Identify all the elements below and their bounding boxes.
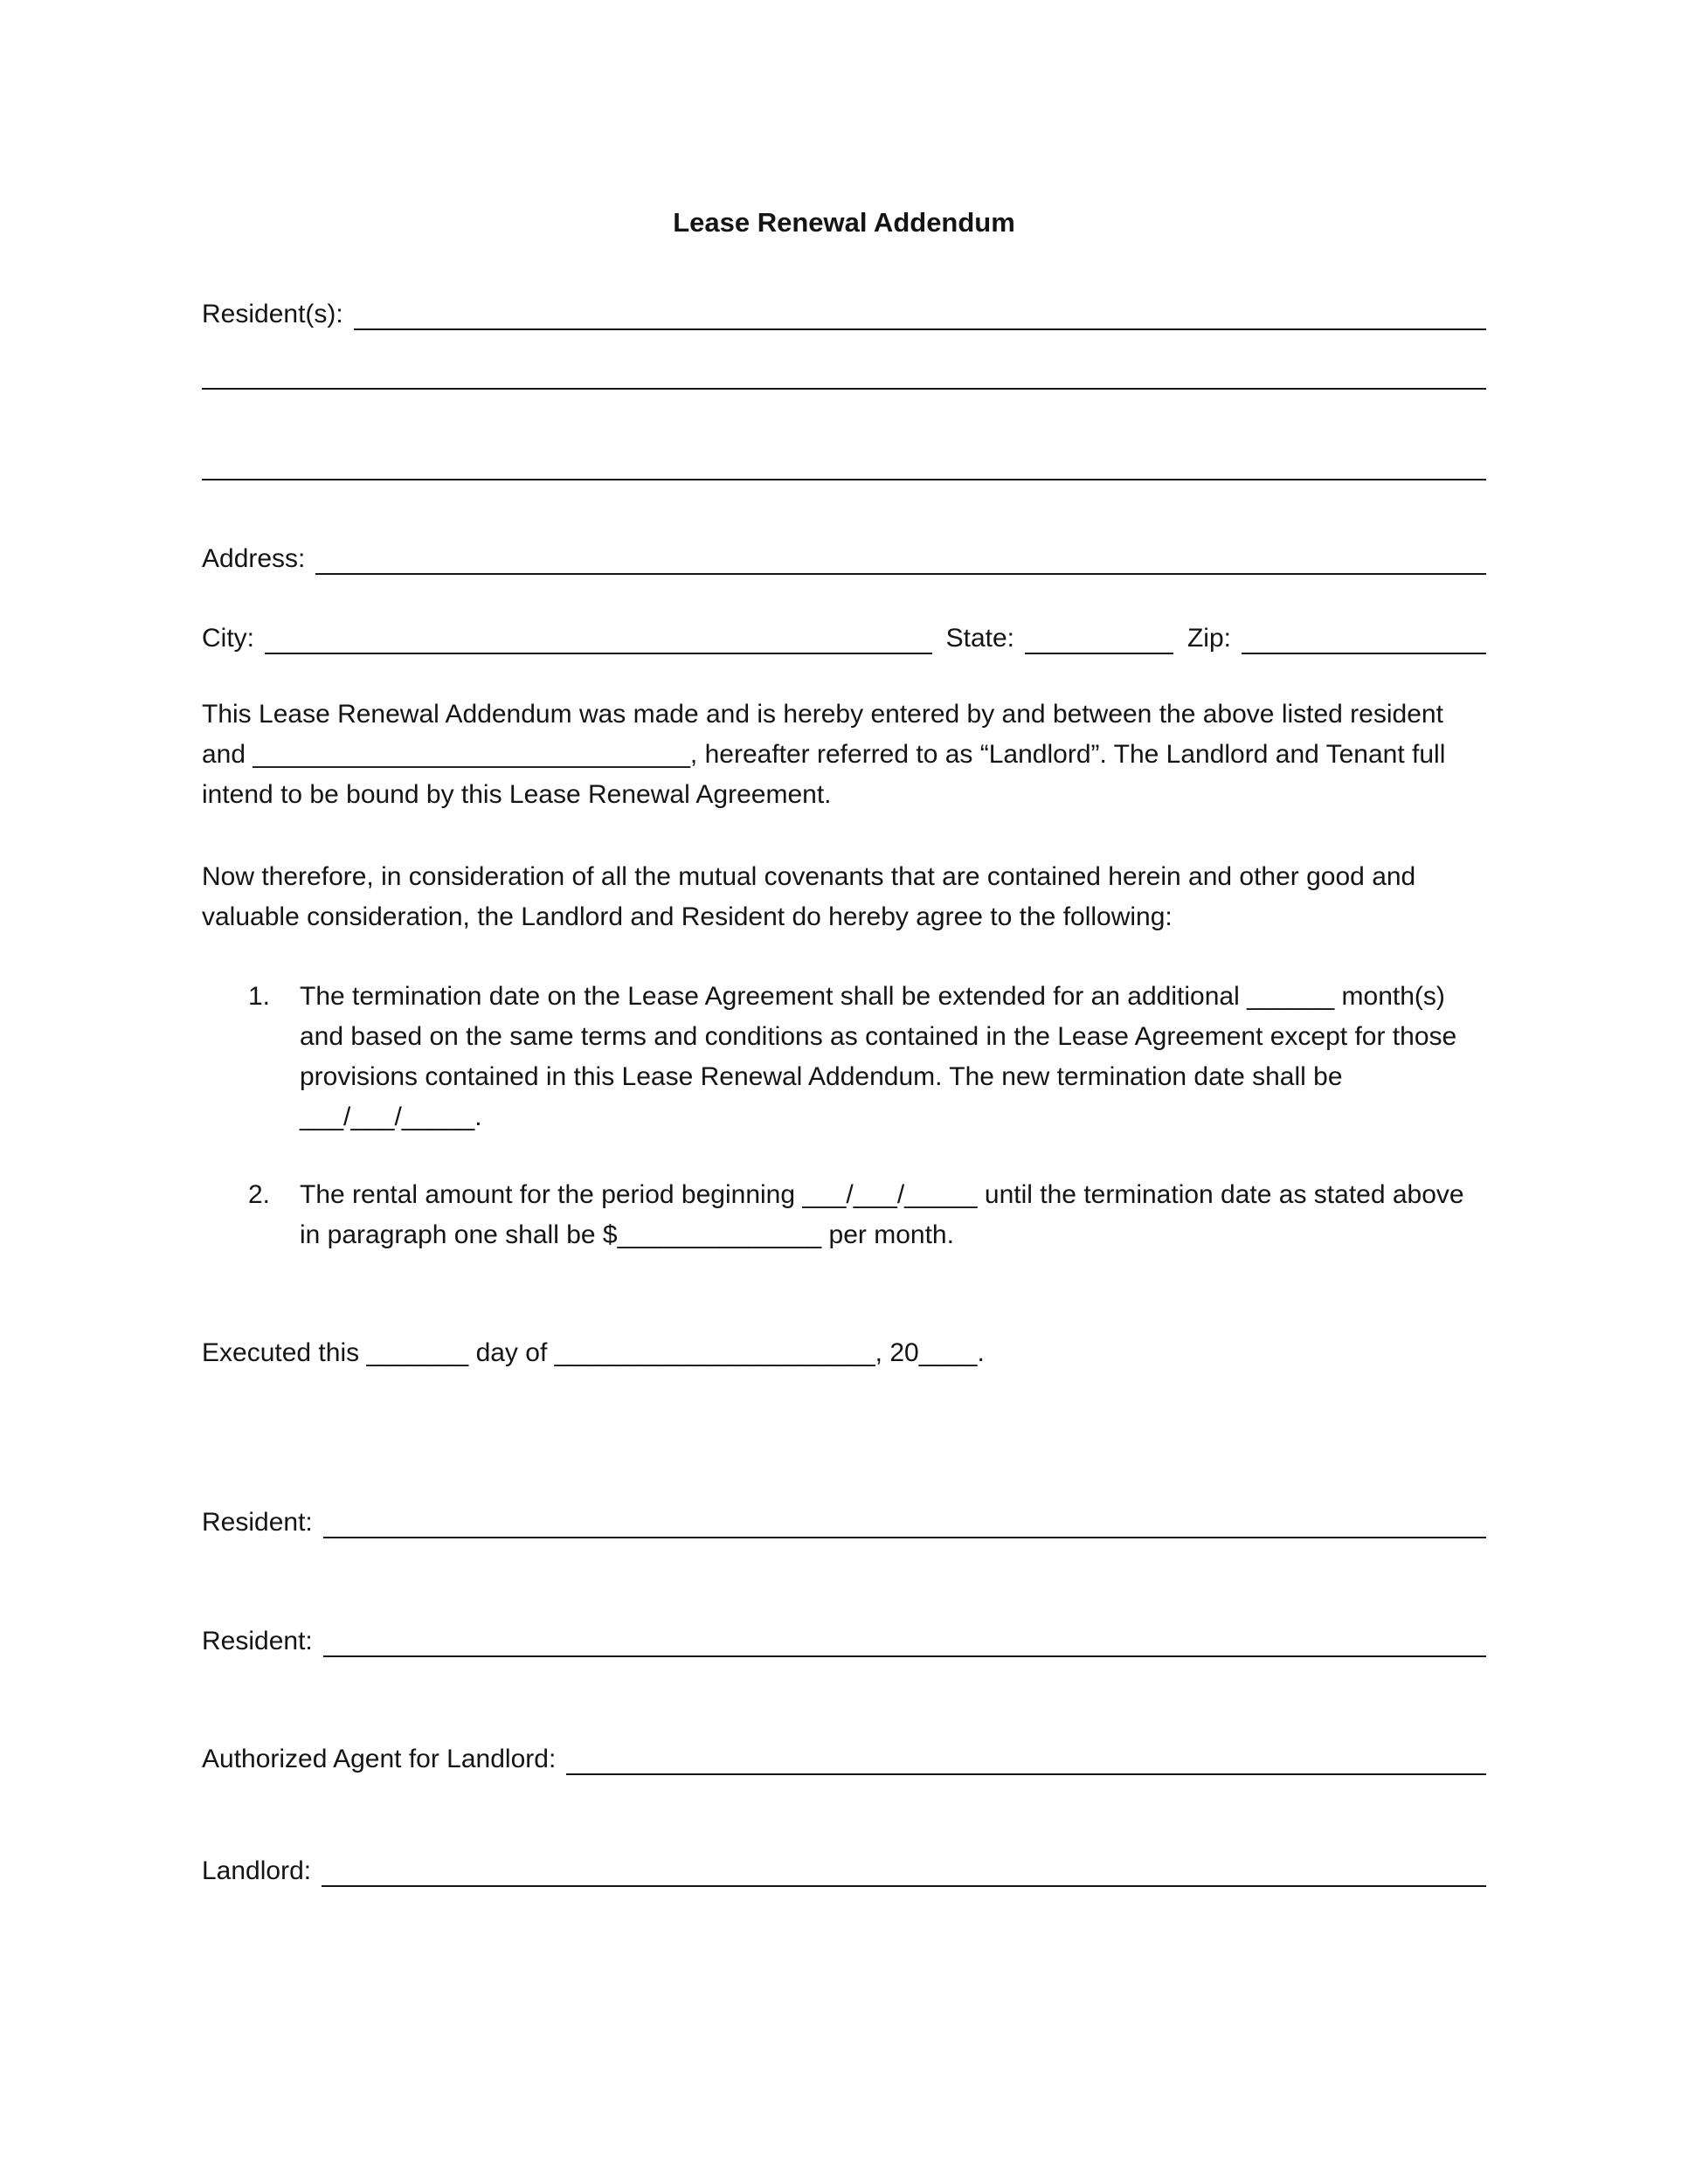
document-content bbox=[202, 204, 1486, 1887]
numbered-list bbox=[202, 977, 1486, 1255]
document-title: Lease Renewal Addendum bbox=[673, 207, 1015, 238]
address-blank-line[interactable] bbox=[315, 545, 1486, 575]
list-item-termination-date bbox=[248, 977, 1486, 1137]
resident-signature-row-1 bbox=[202, 1502, 1486, 1538]
authorized-agent-signature-line[interactable] bbox=[566, 1745, 1486, 1775]
address-label: Address: bbox=[202, 544, 306, 573]
address-field-row bbox=[202, 538, 1486, 575]
list-item-2-text: The rental amount for the period beginning ___/___/_____ until the termination date as stated above in paragraph one shall be $______________ per month. bbox=[300, 1180, 1464, 1249]
authorized-agent-label: Authorized Agent for Landlord: bbox=[202, 1745, 557, 1773]
zip-label: Zip: bbox=[1186, 624, 1231, 653]
residents-extra-blank-line-1[interactable] bbox=[202, 330, 1486, 390]
resident-signature-label-1: Resident: bbox=[202, 1508, 313, 1537]
resident-signature-line-2[interactable] bbox=[323, 1628, 1486, 1657]
consideration-paragraph: Now therefore, in consideration of all the mutual covenants that are contained herein and other good and valuable consideration, the Landlord and Resident do hereby agree to the following: bbox=[202, 862, 1416, 931]
residents-extra-blank-line-2[interactable] bbox=[202, 390, 1486, 480]
resident-signature-label-2: Resident: bbox=[202, 1627, 313, 1655]
residents-field-row bbox=[202, 294, 1486, 330]
state-blank-line[interactable] bbox=[1025, 625, 1173, 654]
zip-blank-line[interactable] bbox=[1242, 625, 1486, 654]
list-item-rental-amount bbox=[248, 1175, 1486, 1255]
executed-date-line: Executed this _______ day of ______________________, 20____. bbox=[202, 1338, 985, 1367]
residents-label: Resident(s): bbox=[202, 300, 343, 328]
landlord-signature-row bbox=[202, 1850, 1486, 1887]
landlord-signature-line[interactable] bbox=[322, 1857, 1486, 1887]
state-label: State: bbox=[945, 624, 1014, 653]
authorized-agent-signature-row bbox=[202, 1738, 1486, 1775]
resident-signature-row-2 bbox=[202, 1621, 1486, 1657]
city-blank-line[interactable] bbox=[265, 625, 932, 654]
list-item-1-number: 1. bbox=[248, 982, 271, 1011]
city-state-zip-row bbox=[202, 618, 1486, 654]
list-item-2-number: 2. bbox=[248, 1180, 271, 1209]
list-item-1-text: The termination date on the Lease Agreement shall be extended for an additional ______ month(s) and based on the same terms and conditions as contained in the Lease Agreement except for those provisions contained in this Lease Renewal Addendum. The new termination date shall be ___/___/_____. bbox=[300, 982, 1457, 1131]
resident-signature-line-1[interactable] bbox=[323, 1509, 1486, 1538]
city-label: City: bbox=[202, 624, 254, 653]
intro-paragraph: This Lease Renewal Addendum was made and is hereby entered by and between the above listed resident and ______________________________, hereafter referred to as “Landlord”. The Landlord and Tenant full intend to be bound by this Lease Renewal Agreement. bbox=[202, 700, 1446, 809]
residents-blank-line[interactable] bbox=[354, 301, 1486, 330]
landlord-label: Landlord: bbox=[202, 1856, 312, 1885]
